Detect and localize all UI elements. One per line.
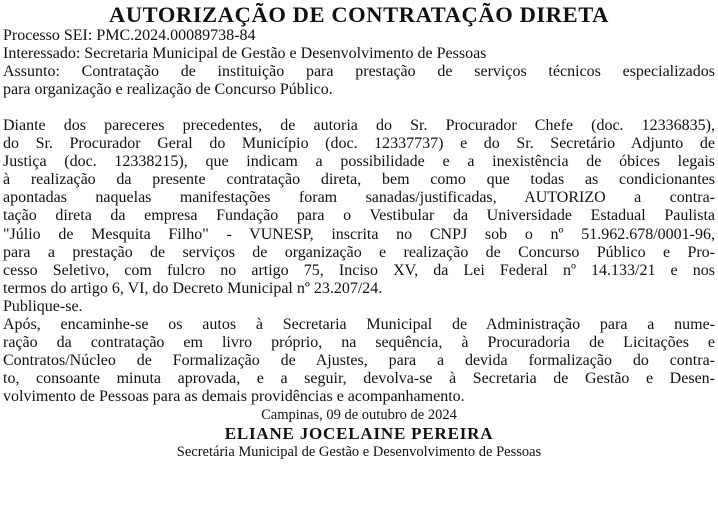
- authorization-line: do Sr. Procurador Geral do Município (doc. 12337737) e do Sr. Secretário Adjunto de: [3, 135, 715, 153]
- authorization-line: tação direta da empresa Fundação para o Vestibular da Universidade Estadual Paulista: [3, 207, 715, 225]
- document: [3, 3, 715, 461]
- subject: [3, 63, 715, 99]
- forward-line: to, consoante minuta aprovada, e a seguir, devolva-se à Secretaria de Gestão e Desen-: [3, 370, 715, 388]
- authorization-line: para a prestação de serviços de organização e realização de Concurso Público e Pro-: [3, 243, 715, 261]
- paragraph-gap: [3, 99, 715, 117]
- forward-line: Após, encaminhe-se os autos à Secretaria Municipal de Administração para a nume-: [3, 316, 715, 334]
- authorization-line: Justiça (doc. 12338215), que indicam a possibilidade e a inexistência de óbices legais: [3, 153, 715, 171]
- authorization-paragraph: [3, 117, 715, 298]
- forward-line: ração da contratação em livro próprio, na sequência, à Procuradoria de Licitações e: [3, 334, 715, 352]
- signer-role: Secretária Municipal de Gestão e Desenvolvimento de Pessoas: [176, 443, 542, 460]
- process-number: Processo SEI: PMC.2024.00089738-84: [3, 27, 256, 44]
- signer-name: ELIANE JOCELAINE PEREIRA: [224, 423, 494, 443]
- publish-notice: Publique-se.: [3, 297, 83, 315]
- forward-line: Contratos/Núcleo de Formalização de Ajustes, para a devida formalização do contra-: [3, 352, 715, 370]
- authorization-line: Diante dos pareceres precedentes, de autoria do Sr. Procurador Chefe (doc. 12336835),: [3, 117, 715, 134]
- place-date: Campinas, 09 de outubro de 2024: [261, 406, 457, 423]
- authorization-line: à realização da presente contratação direta, bem como que todas as condicionantes: [3, 171, 715, 189]
- authorization-line: cesso Seletivo, com fulcro no artigo 75, Inciso XV, da Lei Federal nº 14.133/21 e nos: [3, 261, 715, 279]
- forward-paragraph: [3, 316, 715, 406]
- authorization-line: termos do artigo 6, VI, do Decreto Municipal nº 23.207/24.: [3, 279, 383, 297]
- subject-line: Assunto: Contratação de instituição para prestação de serviços técnicos especializados: [3, 63, 715, 80]
- forward-line: volvimento de Pessoas para as demais providências e acompanhamento.: [3, 388, 465, 406]
- subject-line: para organização e realização de Concurso Público.: [3, 81, 333, 98]
- document-title: AUTORIZAÇÃO DE CONTRATAÇÃO DIRETA: [108, 2, 610, 27]
- document-meta: [3, 27, 715, 63]
- authorization-line: "Júlio de Mesquita Filho" - VUNESP, inscrita no CNPJ sob o nº 51.962.678/0001-96,: [3, 225, 715, 243]
- authorization-line: apontadas naquelas manifestações foram sanadas/justificadas, AUTORIZO a contra-: [3, 189, 715, 207]
- interested-party: Interessado: Secretaria Municipal de Gestão e Desenvolvimento de Pessoas: [3, 45, 487, 62]
